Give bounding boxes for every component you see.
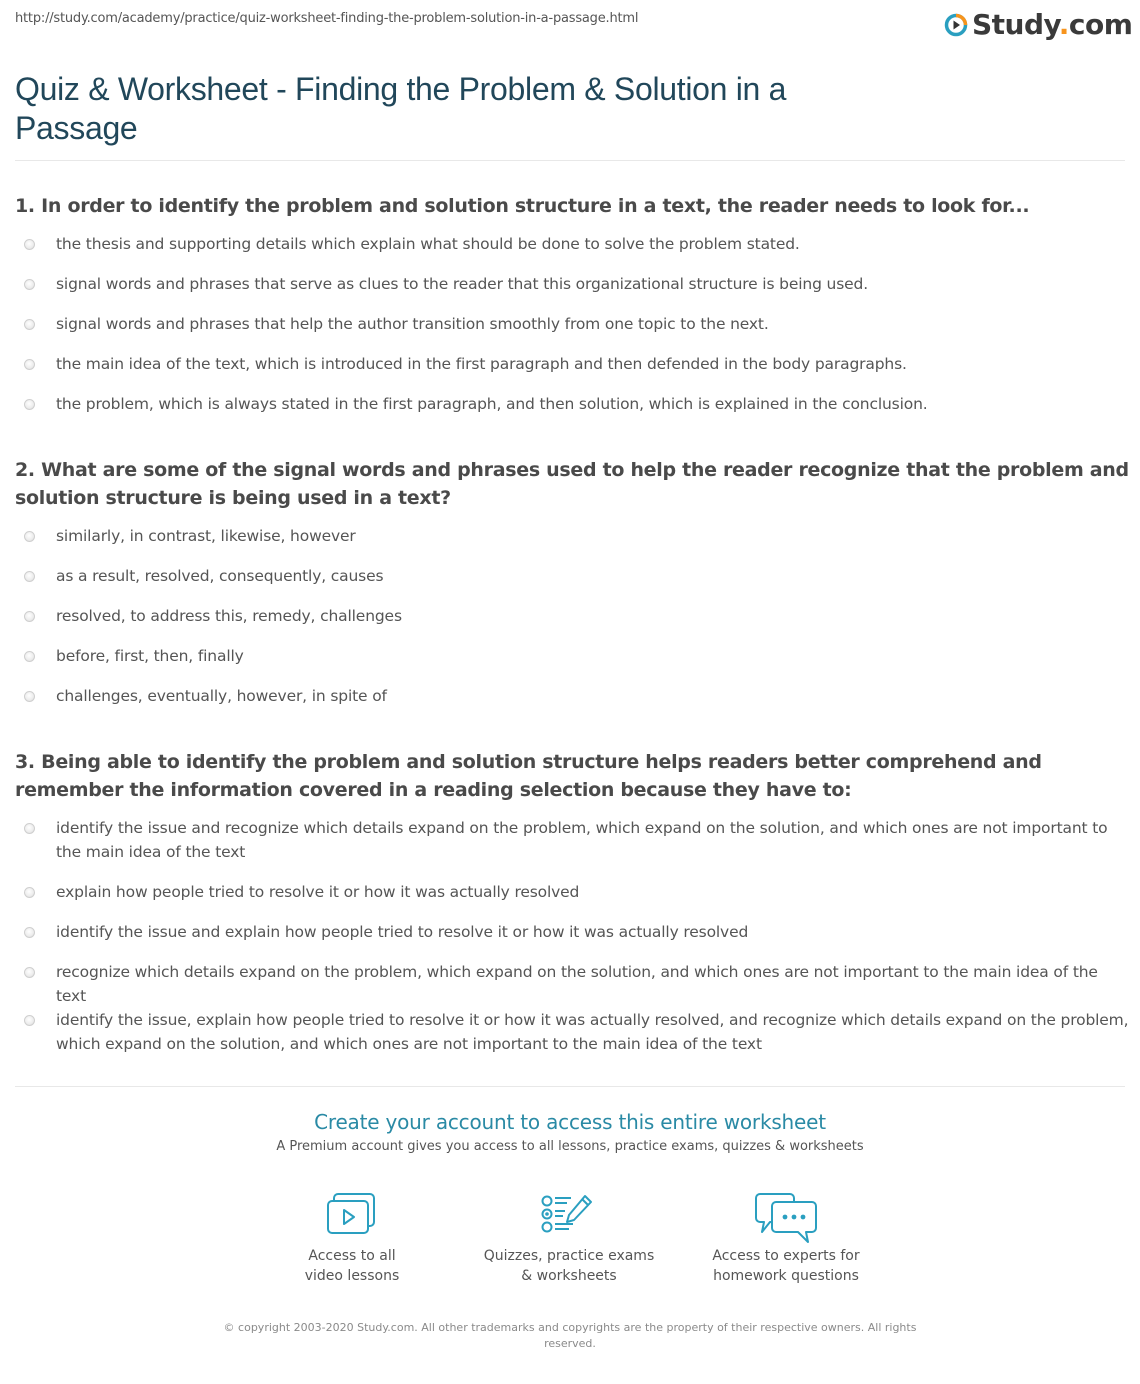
answer-option[interactable] xyxy=(15,816,1130,880)
radio-button[interactable] xyxy=(24,611,35,622)
radio-button[interactable] xyxy=(24,239,35,250)
cta-subtitle: A Premium account gives you access to all lessons, practice exams, quizzes & worksheets xyxy=(276,1139,864,1154)
copyright-notice: © copyright 2003-2020 Study.com. All other trademarks and copyrights are the property of their respective owners. All rights reserved. xyxy=(223,1321,917,1350)
answer-label: identify the issue, explain how people tried to resolve it or how it was actually resolved, and recognize which details expand on the problem, which expand on the solution, and which ones are not important to the main idea of the text xyxy=(56,1011,1129,1053)
question-text: 1. In order to identify the problem and solution structure in a text, the reader needs to look for... xyxy=(15,195,1030,217)
radio-button[interactable] xyxy=(24,571,35,582)
title-divider xyxy=(15,160,1125,161)
answer-label: before, first, then, finally xyxy=(56,647,244,665)
answer-label: identify the issue and recognize which details expand on the problem, which expand on the solution, and which ones are not important to the main idea of the text xyxy=(56,819,1108,861)
cta-divider xyxy=(15,1086,1125,1087)
answer-option[interactable] xyxy=(15,352,1130,392)
page-title: Quiz & Worksheet - Finding the Problem & Solution in a Passage xyxy=(15,71,787,146)
chat-bubbles-icon xyxy=(754,1192,818,1244)
feature-quizzes xyxy=(469,1192,669,1286)
feature-label-line1: Access to all xyxy=(308,1248,396,1264)
study-logo[interactable] xyxy=(944,9,1132,41)
video-lessons-icon xyxy=(326,1192,378,1236)
answer-option[interactable] xyxy=(15,392,1130,432)
question-1 xyxy=(15,192,1130,432)
answer-option[interactable] xyxy=(15,524,1130,564)
radio-button[interactable] xyxy=(24,531,35,542)
radio-button[interactable] xyxy=(24,823,35,834)
cta-title-link[interactable]: Create your account to access this entire worksheet xyxy=(314,1110,826,1134)
feature-label-line1: Access to experts for xyxy=(712,1248,860,1264)
question-text: 2. What are some of the signal words and phrases used to help the reader recognize that the problem and solution structure is being used in a text? xyxy=(15,459,1129,509)
answer-option[interactable] xyxy=(15,272,1130,312)
answer-label: recognize which details expand on the problem, which expand on the solution, and which ones are not important to the main idea of the text xyxy=(56,963,1098,1005)
answer-label: explain how people tried to resolve it or how it was actually resolved xyxy=(56,883,580,901)
answer-option[interactable] xyxy=(15,880,1130,920)
play-circle-logo-icon xyxy=(944,13,968,37)
answer-label: signal words and phrases that serve as clues to the reader that this organizational structure is being used. xyxy=(56,275,868,293)
feature-experts xyxy=(686,1192,886,1286)
answer-option[interactable] xyxy=(15,644,1130,684)
radio-button[interactable] xyxy=(24,887,35,898)
question-3 xyxy=(15,748,1130,1056)
radio-button[interactable] xyxy=(24,279,35,290)
answer-option[interactable] xyxy=(15,312,1130,352)
answer-list xyxy=(15,524,1130,724)
logo-wordmark xyxy=(972,8,1133,41)
answer-option[interactable] xyxy=(15,564,1130,604)
answer-label: challenges, eventually, however, in spite of xyxy=(56,687,387,705)
radio-button[interactable] xyxy=(24,399,35,410)
answer-label: the thesis and supporting details which explain what should be done to solve the problem stated. xyxy=(56,235,800,253)
answer-label: as a result, resolved, consequently, causes xyxy=(56,567,384,585)
answer-option[interactable] xyxy=(15,232,1130,272)
answer-label: identify the issue and explain how people tried to resolve it or how it was actually resolved xyxy=(56,923,749,941)
logo-text-main: Study xyxy=(972,8,1059,41)
answer-option[interactable] xyxy=(15,604,1130,644)
radio-button[interactable] xyxy=(24,927,35,938)
answer-label: similarly, in contrast, likewise, however xyxy=(56,527,356,545)
feature-label xyxy=(686,1246,886,1286)
radio-button[interactable] xyxy=(24,319,35,330)
logo-text-suffix: com xyxy=(1068,8,1133,41)
feature-label-line2: video lessons xyxy=(304,1268,400,1284)
answer-option[interactable] xyxy=(15,684,1130,724)
feature-label-line2: homework questions xyxy=(713,1268,859,1284)
answer-option[interactable] xyxy=(15,920,1130,960)
radio-button[interactable] xyxy=(24,359,35,370)
answer-list xyxy=(15,816,1130,1056)
radio-button[interactable] xyxy=(24,651,35,662)
feature-label xyxy=(469,1246,669,1286)
quiz-checklist-icon xyxy=(541,1192,597,1236)
feature-video-lessons xyxy=(252,1192,452,1286)
radio-button[interactable] xyxy=(24,691,35,702)
signup-cta xyxy=(0,1110,1140,1154)
radio-button[interactable] xyxy=(24,967,35,978)
answer-label: signal words and phrases that help the author transition smoothly from one topic to the next. xyxy=(56,315,769,333)
feature-label-line1: Quizzes, practice exams xyxy=(483,1248,655,1264)
answer-option[interactable] xyxy=(15,960,1130,1008)
question-text: 3. Being able to identify the problem and solution structure helps readers better comprehend and remember the information covered in a reading selection because they have to: xyxy=(15,751,1042,801)
radio-button[interactable] xyxy=(24,1015,35,1026)
answer-label: the main idea of the text, which is introduced in the first paragraph and then defended in the body paragraphs. xyxy=(56,355,907,373)
answer-label: resolved, to address this, remedy, challenges xyxy=(56,607,402,625)
answer-option[interactable] xyxy=(15,1008,1130,1056)
question-2 xyxy=(15,456,1130,724)
answer-list xyxy=(15,232,1130,432)
page-url: http://study.com/academy/practice/quiz-worksheet-finding-the-problem-solution-in-a-passage.html xyxy=(15,11,639,26)
logo-dot: . xyxy=(1058,8,1069,41)
answer-label: the problem, which is always stated in the first paragraph, and then solution, which is explained in the conclusion. xyxy=(56,395,928,413)
feature-label xyxy=(252,1246,452,1286)
feature-label-line2: & worksheets xyxy=(521,1268,617,1284)
